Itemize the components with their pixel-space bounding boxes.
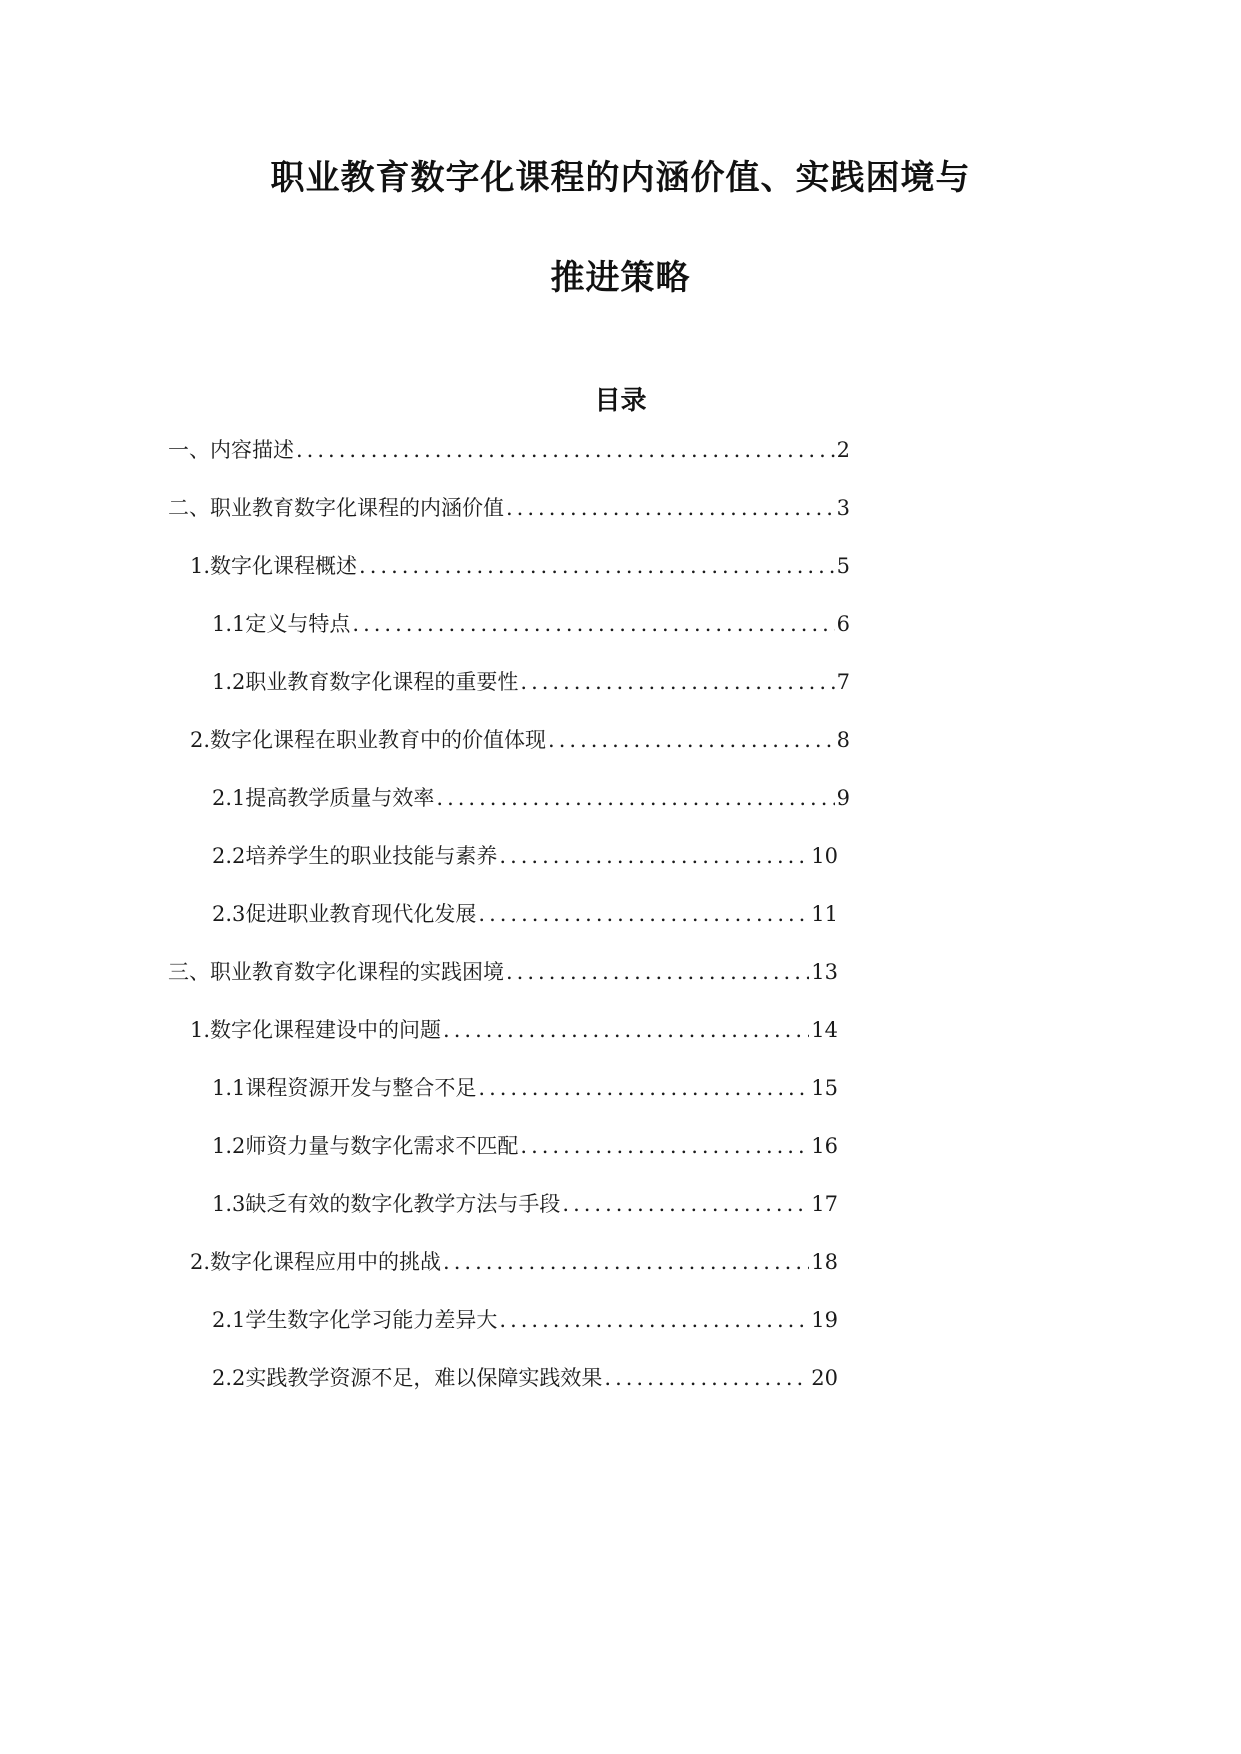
- toc-page-number: 19: [811, 1308, 838, 1332]
- toc-entry-number: 1.1: [212, 612, 246, 636]
- toc-entry-number: 2.1: [212, 1308, 246, 1332]
- toc-page-number: 18: [811, 1250, 838, 1274]
- toc-dot-leader: [478, 1073, 809, 1103]
- toc-entry[interactable]: [212, 1131, 838, 1161]
- toc-entry[interactable]: [190, 725, 850, 755]
- toc-page-number: 5: [836, 554, 850, 578]
- document-title-line-2: 推进策略: [550, 258, 691, 298]
- toc-entry-title: 职业教育数字化课程的重要性: [245, 670, 519, 694]
- toc-entry-title: 提高教学质量与效率: [245, 786, 435, 810]
- toc-entry[interactable]: [190, 1015, 838, 1045]
- toc-entry[interactable]: [212, 609, 850, 639]
- toc-dot-leader: [443, 1015, 809, 1045]
- toc-entry-number: 三、: [168, 960, 210, 984]
- toc-dot-leader: [548, 725, 835, 755]
- toc-entry-number: 一、: [168, 438, 210, 462]
- toc-entry-title: 培养学生的职业技能与素养: [245, 844, 498, 868]
- toc-entry-title: 数字化课程概述: [210, 554, 358, 578]
- toc-entry-number: 1.: [190, 1018, 211, 1042]
- toc-entry-title: 职业教育数字化课程的内涵价值: [210, 496, 504, 520]
- toc-dot-leader: [359, 551, 835, 581]
- toc-entry-title: 师资力量与数字化需求不匹配: [245, 1134, 519, 1158]
- toc-page-number: 20: [811, 1366, 838, 1390]
- toc-entry-title: 数字化课程在职业教育中的价值体现: [210, 728, 547, 752]
- toc-entry-title: 实践教学资源不足，难以保障实践效果: [245, 1366, 603, 1390]
- toc-page-number: 7: [836, 670, 850, 694]
- toc-page-number: 11: [811, 902, 838, 926]
- toc-entry[interactable]: [168, 957, 838, 987]
- document-title-line-1: 职业教育数字化课程的内涵价值、实践困境与: [270, 158, 971, 198]
- toc-page-number: 13: [811, 960, 838, 984]
- toc-entry[interactable]: [212, 1305, 838, 1335]
- toc-dot-leader: [352, 609, 834, 639]
- toc-dot-leader: [436, 783, 834, 813]
- toc-dot-leader: [506, 957, 809, 987]
- toc-entry-title: 课程资源开发与整合不足: [245, 1076, 477, 1100]
- toc-entry-number: 1.3: [212, 1192, 246, 1216]
- toc-heading: 目录: [594, 386, 647, 416]
- toc-entry[interactable]: [168, 493, 850, 523]
- toc-page-number: 8: [836, 728, 850, 752]
- toc-entry-number: 1.2: [212, 1134, 246, 1158]
- toc-entry-number: 2.: [190, 728, 211, 752]
- toc-entry-title: 缺乏有效的数字化教学方法与手段: [245, 1192, 561, 1216]
- toc-page-number: 2: [836, 438, 850, 462]
- toc-entry-title: 内容描述: [210, 438, 294, 462]
- toc-dot-leader: [499, 841, 809, 871]
- toc-entry[interactable]: [212, 1189, 838, 1219]
- toc-page-number: 15: [811, 1076, 838, 1100]
- toc-entry-number: 2.1: [212, 786, 246, 810]
- toc-entry-number: 2.3: [212, 902, 246, 926]
- toc-dot-leader: [506, 493, 835, 523]
- toc-entry-number: 2.2: [212, 1366, 246, 1390]
- toc-entry-title: 数字化课程建设中的问题: [210, 1018, 442, 1042]
- toc-entry-number: 2.: [190, 1250, 211, 1274]
- toc-entry-title: 定义与特点: [245, 612, 351, 636]
- toc-entry[interactable]: [190, 551, 850, 581]
- toc-entry-title: 促进职业教育现代化发展: [245, 902, 477, 926]
- toc-entry[interactable]: [212, 1363, 838, 1393]
- toc-entry-number: 二、: [168, 496, 210, 520]
- toc-page-number: 6: [836, 612, 850, 636]
- toc-dot-leader: [562, 1189, 809, 1219]
- toc-entry-title: 数字化课程应用中的挑战: [210, 1250, 442, 1274]
- toc-entry-number: 1.1: [212, 1076, 246, 1100]
- toc-entry[interactable]: [190, 1247, 838, 1277]
- toc-entry[interactable]: [212, 899, 838, 929]
- toc-dot-leader: [499, 1305, 809, 1335]
- toc-dot-leader: [520, 1131, 809, 1161]
- toc-entry[interactable]: [212, 1073, 838, 1103]
- toc-entry[interactable]: [212, 783, 850, 813]
- toc-page-number: 9: [836, 786, 850, 810]
- toc-entry-number: 2.2: [212, 844, 246, 868]
- toc-entry-title: 职业教育数字化课程的实践困境: [210, 960, 504, 984]
- toc-dot-leader: [443, 1247, 809, 1277]
- toc-entry[interactable]: [212, 667, 850, 697]
- toc-entry-title: 学生数字化学习能力差异大: [245, 1308, 498, 1332]
- toc-dot-leader: [520, 667, 834, 697]
- toc-page-number: 16: [811, 1134, 838, 1158]
- toc-dot-leader: [604, 1363, 809, 1393]
- toc-page-number: 17: [811, 1192, 838, 1216]
- toc-dot-leader: [478, 899, 809, 929]
- toc-page-number: 3: [836, 496, 850, 520]
- toc-dot-leader: [296, 435, 835, 465]
- toc-page-number: 10: [811, 844, 838, 868]
- toc-entry[interactable]: [212, 841, 838, 871]
- toc-page-number: 14: [811, 1018, 838, 1042]
- toc-entry[interactable]: [168, 435, 850, 465]
- toc-entry-number: 1.: [190, 554, 211, 578]
- toc-entry-number: 1.2: [212, 670, 246, 694]
